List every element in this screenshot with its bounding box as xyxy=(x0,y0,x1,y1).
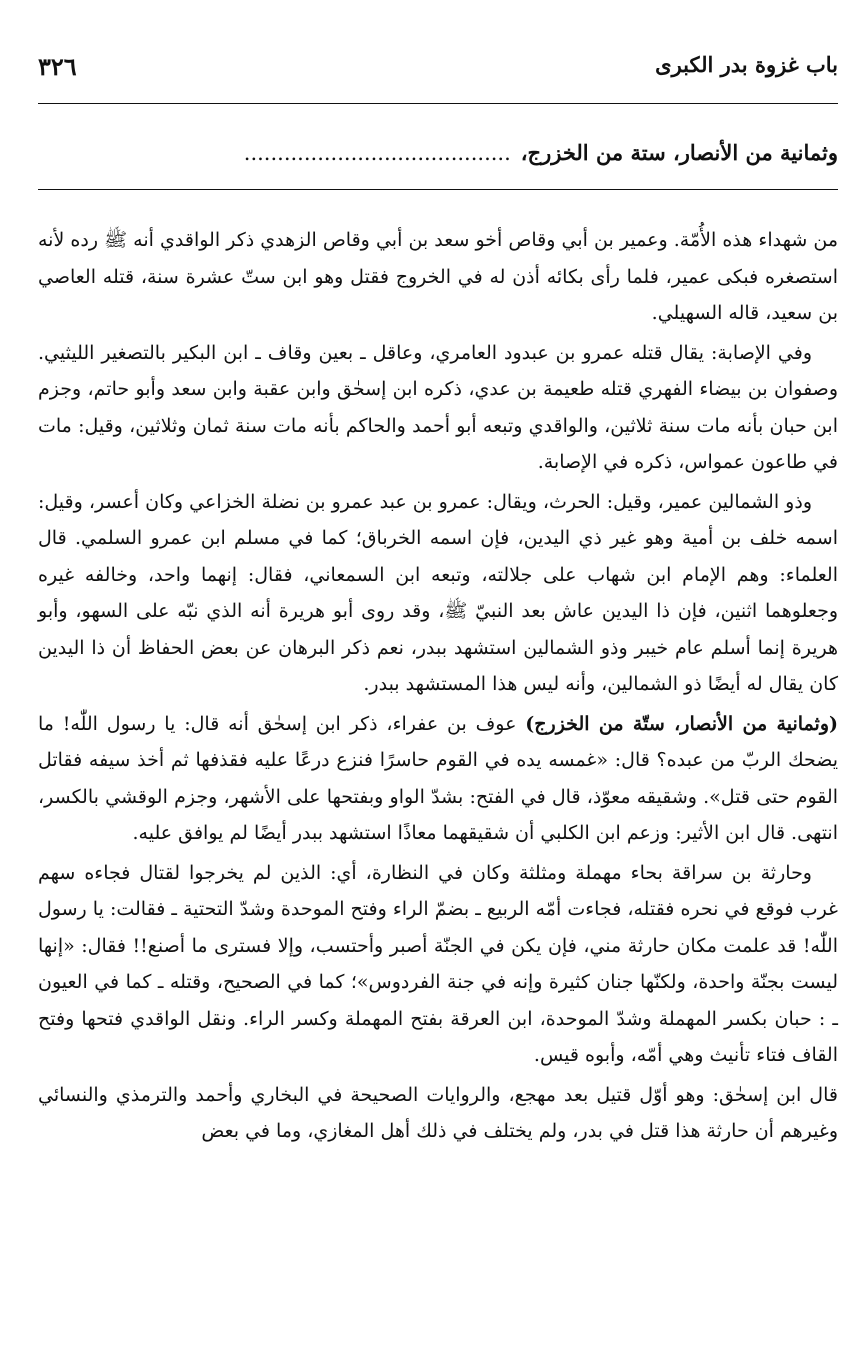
running-header xyxy=(38,52,838,92)
commentary-paragraph-4-body: عوف بن عفراء، ذكر ابن إسحٰق أنه قال: يا رسول اللّٰه! ما يضحك الربّ من عبده؟ قال: «غمسه يده في القوم حاسرًا فنزع درعًا عليه فقذفها ثم أخذ سيفه فقاتل القوم حتى قتل». وشقيقه معوّذ، قال في الفتح: بشدّ الواو وبفتحها على الأشهر، وجزم الوقشي بالكسر، انتهى. قال ابن الأثير: وزعم ابن الكلبي أن شقيقهما معاذًا استشهد ببدر أيضًا لم يوافق عليه. xyxy=(38,712,838,844)
ellipsis-dots: ........................................ xyxy=(243,141,511,165)
commentary-block xyxy=(38,222,838,1153)
main-text-line xyxy=(38,140,838,165)
main-text: وثمانية من الأنصار، ستة من الخزرج، xyxy=(520,140,838,165)
chapter-title: باب غزوة بدر الكبرى xyxy=(655,52,838,77)
commentary-paragraph-6: قال ابن إسحٰق: وهو أوّل قتيل بعد مهجع، والروايات الصحيحة في البخاري وأحمد والترمذي والنسائي وغيرهم أن حارثة هذا قتل في بدر، ولم يختلف في ذلك أهل المغازي، وما في بعض xyxy=(38,1083,838,1142)
header-divider xyxy=(38,103,838,104)
commentary-paragraph-3: وذو الشمالين عمير، وقيل: الحرث، ويقال: عمرو بن عبد عمرو بن نضلة الخزاعي وكان أعسر، وقيل: اسمه خلف بن أمية وهو غير ذي اليدين، فإن اسمه الخرباق؛ كما في مسلم ابن عمرو السلمي. قال العلماء: وهم الإمام ابن شهاب على جلالته، وتبعه ابن السمعاني، فقال: إنهما واحد، وخالفه غيره وجعلوهما اثنين، فإن ذا اليدين عاش بعد النبيّ ﷺ، وقد روى أبو هريرة أنه الذي نبّه على السهو، وأبو هريرة إنما أسلم عام خيبر وذو الشمالين استشهد ببدر، نعم ذكر البرهان عن بعض الحفاظ أن ذا اليدين كان يقال له أيضًا ذو الشمالين، وأنه ليس هذا المستشهد ببدر. xyxy=(38,490,838,695)
page-number: ٣٢٦ xyxy=(38,52,77,81)
text-commentary-divider xyxy=(38,189,838,190)
lemma-quote: (وثمانية من الأنصار، ستّة من الخزرج) xyxy=(525,712,838,735)
commentary-paragraph-2: وفي الإصابة: يقال قتله عمرو بن عبدود العامري، وعاقل ـ بعين وقاف ـ ابن البكير بالتصغير الليثيي. وصفوان بن بيضاء الفهري قتله طعيمة بن عدي، ذكره ابن إسحٰق وابن عقبة وابن سعد وأبو حاتم، وجزم ابن حبان بأنه مات سنة ثلاثين، والواقدي وتبعه أبو أحمد والحاكم بأنه مات سنة ثمان وثلاثين، وقيل: مات في طاعون عمواس، ذكره في الإصابة. xyxy=(38,341,838,473)
commentary-paragraph-5: وحارثة بن سراقة بحاء مهملة ومثلثة وكان في النظارة، أي: الذين لم يخرجوا لقتال فجاءه سهم غرب فوقع في نحره فقتله، فجاءت أمّه الربيع ـ بضمّ الراء وفتح الموحدة وشدّ التحتية ـ فقالت: يا رسول اللّٰه! قد علمت مكان حارثة مني، فإن يكن في الجنّة أصبر وأحتسب، وإلا فسترى ما أصنع!! فقال: «إنها ليست بجنّة واحدة، ولكنّها جنان كثيرة وإنه في جنة الفردوس»؛ كما في الصحيح، وقتله ـ كما في العيون ـ : حبان بكسر المهملة وشدّ الموحدة، ابن العرقة بفتح المهملة وكسر الراء. ونقل الواقدي فتحها وفتح القاف فتاء تأنيث وهي أمّه، وأبوه قيس. xyxy=(38,861,838,1066)
book-page xyxy=(38,0,838,1359)
commentary-paragraph-4 xyxy=(38,706,838,852)
commentary-paragraph-1: من شهداء هذه الأُمّة. وعمير بن أبي وقاص أخو سعد بن أبي وقاص الزهدي ذكر الواقدي أنه ﷺ رده لأنه استصغره فبكى عمير، فلما رأى بكائه أذن له في الخروج فقتل وهو ابن ستّ عشرة سنة، قتله العاصي بن سعيد، قاله السهيلي. xyxy=(38,229,838,324)
